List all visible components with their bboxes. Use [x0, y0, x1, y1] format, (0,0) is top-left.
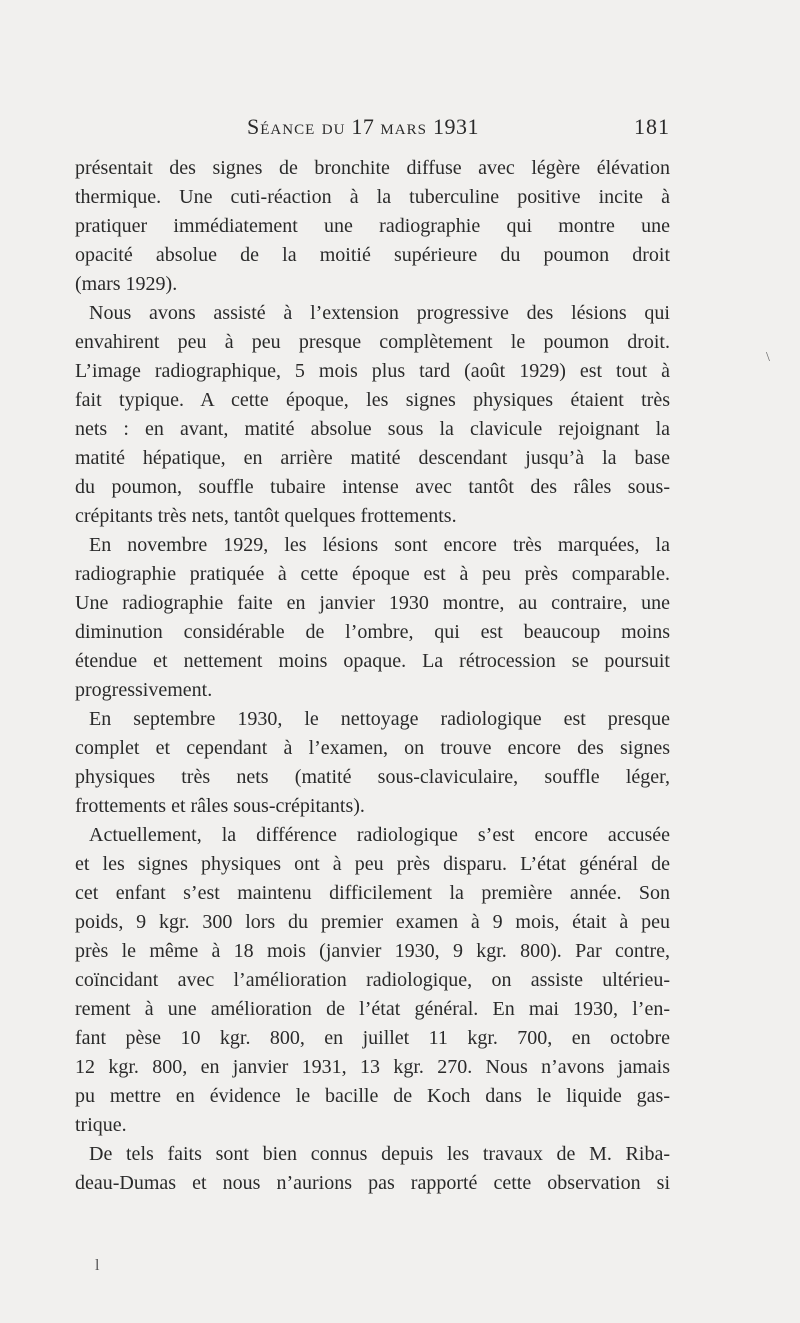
text-line: nets : en avant, matité absolue sous la clavicule rejoignant la	[75, 418, 670, 440]
text-line: diminution considérable de l’ombre, qui est beaucoup moins	[75, 621, 670, 643]
text-line: crépitants très nets, tantôt quelques frottements.	[75, 505, 457, 527]
running-title-month: mars	[380, 114, 427, 139]
text-line: fant pèse 10 kgr. 800, en juillet 11 kgr. 700, en octobre	[75, 1027, 670, 1049]
text-line: Une radiographie faite en janvier 1930 montre, au contraire, une	[75, 592, 670, 614]
text-line: frottements et râles sous-crépitants).	[75, 795, 365, 817]
text-line: pu mettre en évidence le bacille de Koch dans le liquide gas-	[75, 1085, 670, 1107]
text-line: du poumon, souffle tubaire intense avec tantôt des râles sous-	[75, 476, 670, 498]
text-line: poids, 9 kgr. 300 lors du premier examen à 9 mois, était à peu	[75, 911, 670, 933]
text-line: près le même à 18 mois (janvier 1930, 9 kgr. 800). Par contre,	[75, 940, 670, 962]
text-line: opacité absolue de la moitié supérieure du poumon droit	[75, 244, 670, 266]
text-line: En novembre 1929, les lésions sont encore très marquées, la	[89, 534, 670, 556]
running-title-year: 1931	[432, 114, 479, 139]
margin-mark-right: \	[766, 350, 770, 365]
text-line: cet enfant s’est maintenu difficilement la première année. Son	[75, 882, 670, 904]
running-title-day: 17	[351, 114, 375, 139]
text-line: et les signes physiques ont à peu près disparu. L’état général de	[75, 853, 670, 875]
text-line: pratiquer immédiatement une radiographie qui montre une	[75, 215, 670, 237]
running-head	[75, 114, 670, 144]
text-line: deau-Dumas et nous n’aurions pas rapporté cette observation si	[75, 1172, 670, 1194]
text-line: En septembre 1930, le nettoyage radiologique est presque	[89, 708, 670, 730]
text-line: Actuellement, la différence radiologique s’est encore accusée	[89, 824, 670, 846]
text-line: trique.	[75, 1114, 127, 1136]
running-title	[247, 114, 479, 140]
body-text	[75, 154, 670, 1198]
page-number: 181	[634, 114, 670, 139]
text-line: De tels faits sont bien connus depuis les travaux de M. Riba-	[89, 1143, 670, 1165]
text-line: complet et cependant à l’examen, on trouve encore des signes	[75, 737, 670, 759]
text-line: (mars 1929).	[75, 273, 178, 295]
text-line: Nous avons assisté à l’extension progressive des lésions qui	[89, 302, 670, 324]
running-title-prefix: Séance du	[247, 114, 346, 139]
text-line: envahirent peu à peu presque complètement le poumon droit.	[75, 331, 670, 353]
text-line: matité hépatique, en arrière matité descendant jusqu’à la base	[75, 447, 670, 469]
text-line: fait typique. A cette époque, les signes physiques étaient très	[75, 389, 670, 411]
text-line: L’image radiographique, 5 mois plus tard (août 1929) est tout à	[75, 360, 670, 382]
text-line: progressivement.	[75, 679, 213, 701]
text-line: thermique. Une cuti-réaction à la tuberculine positive incite à	[75, 186, 670, 208]
text-line: coïncidant avec l’amélioration radiologique, on assiste ultérieu-	[75, 969, 670, 991]
text-line: radiographie pratiquée à cette époque est à peu près comparable.	[75, 563, 670, 585]
text-line: étendue et nettement moins opaque. La rétrocession se poursuit	[75, 650, 670, 672]
margin-mark-bottom: l	[95, 1257, 100, 1274]
text-line: rement à une amélioration de l’état général. En mai 1930, l’en-	[75, 998, 670, 1020]
text-line: physiques très nets (matité sous-claviculaire, souffle léger,	[75, 766, 670, 788]
text-line: présentait des signes de bronchite diffuse avec légère élévation	[75, 157, 670, 179]
text-line: 12 kgr. 800, en janvier 1931, 13 kgr. 270. Nous n’avons jamais	[75, 1056, 670, 1078]
